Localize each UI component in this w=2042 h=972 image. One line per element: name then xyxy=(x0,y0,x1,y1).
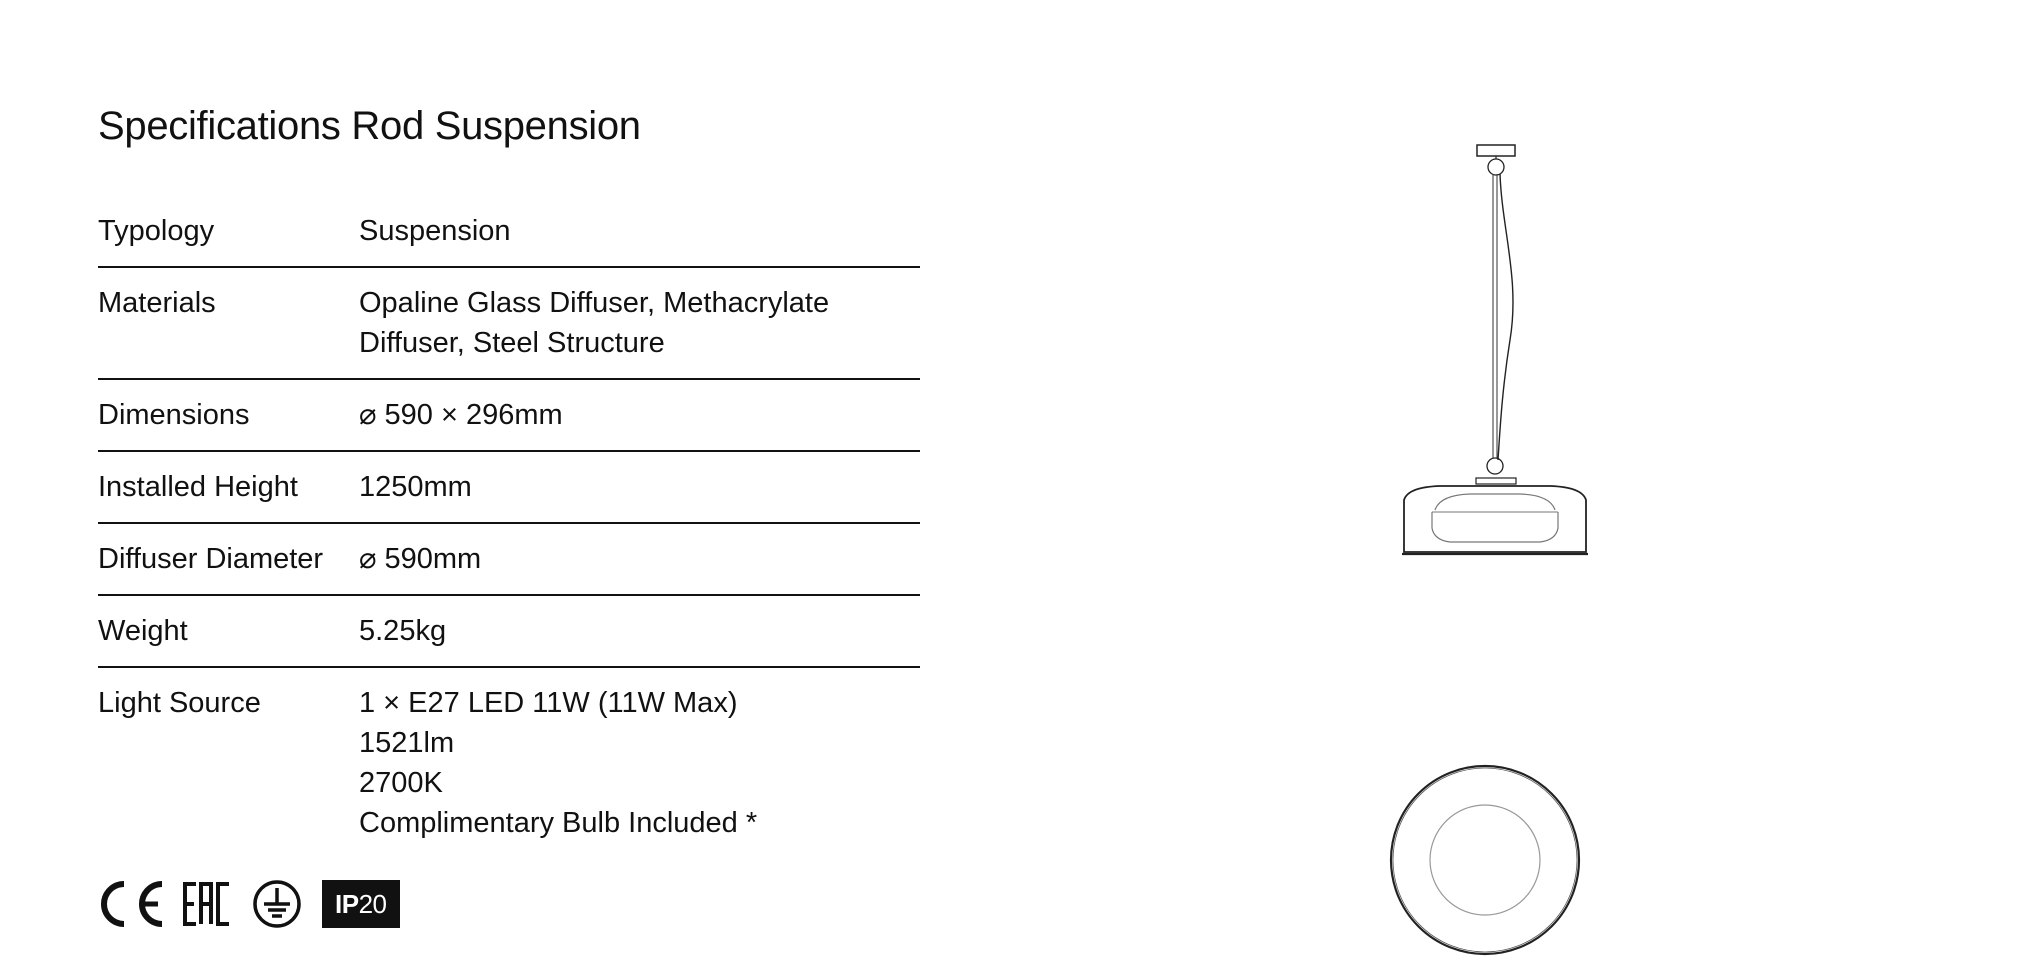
spec-value xyxy=(359,683,920,843)
spec-label: Light Source xyxy=(98,687,261,719)
spec-value-line: 1 × E27 LED 11W (11W Max) xyxy=(359,687,738,719)
spec-label: Weight xyxy=(98,615,188,647)
certification-marks xyxy=(96,878,400,930)
spec-value xyxy=(359,611,920,651)
spec-value-line: ⌀ 590 × 296mm xyxy=(359,399,563,431)
ip-rating-prefix: IP xyxy=(335,889,359,919)
eac-mark-icon xyxy=(182,880,232,928)
spec-value xyxy=(359,467,920,507)
top-plan-drawing xyxy=(1385,760,1585,960)
page-title: Specifications Rod Suspension xyxy=(98,104,641,148)
spec-row-dimensions xyxy=(98,380,920,452)
spec-label: Typology xyxy=(98,215,215,247)
spec-label: Diffuser Diameter xyxy=(98,543,324,575)
spec-row-diffuser-diameter xyxy=(98,524,920,596)
spec-value xyxy=(359,283,920,363)
spec-row-weight xyxy=(98,596,920,668)
spec-table xyxy=(98,196,920,858)
spec-value-line: Opaline Glass Diffuser, Methacrylate xyxy=(359,287,830,319)
spec-value-line: Complimentary Bulb Included * xyxy=(359,807,758,839)
spec-label: Dimensions xyxy=(98,399,250,431)
spec-label: Installed Height xyxy=(98,471,298,503)
spec-value xyxy=(359,395,920,435)
spec-value-line: ⌀ 590mm xyxy=(359,543,482,575)
side-elevation-drawing xyxy=(1380,140,1600,560)
spec-value-line: Suspension xyxy=(359,215,511,247)
spec-value-line: 1521lm xyxy=(359,727,455,759)
spec-label: Materials xyxy=(98,287,216,319)
spec-value xyxy=(359,539,920,579)
spec-row-light-source xyxy=(98,668,920,858)
spec-row-typology xyxy=(98,196,920,268)
spec-value-line: 1250mm xyxy=(359,471,472,503)
spec-row-installed-height xyxy=(98,452,920,524)
protective-earth-icon xyxy=(252,879,302,929)
spec-value-line: Diffuser, Steel Structure xyxy=(359,327,665,359)
spec-value xyxy=(359,211,920,251)
ce-mark-icon xyxy=(96,880,166,928)
ip-rating-badge xyxy=(322,880,400,928)
spec-row-materials xyxy=(98,268,920,380)
spec-value-line: 5.25kg xyxy=(359,615,447,647)
spec-value-line: 2700K xyxy=(359,767,443,799)
ip-rating-number: 20 xyxy=(358,889,387,919)
